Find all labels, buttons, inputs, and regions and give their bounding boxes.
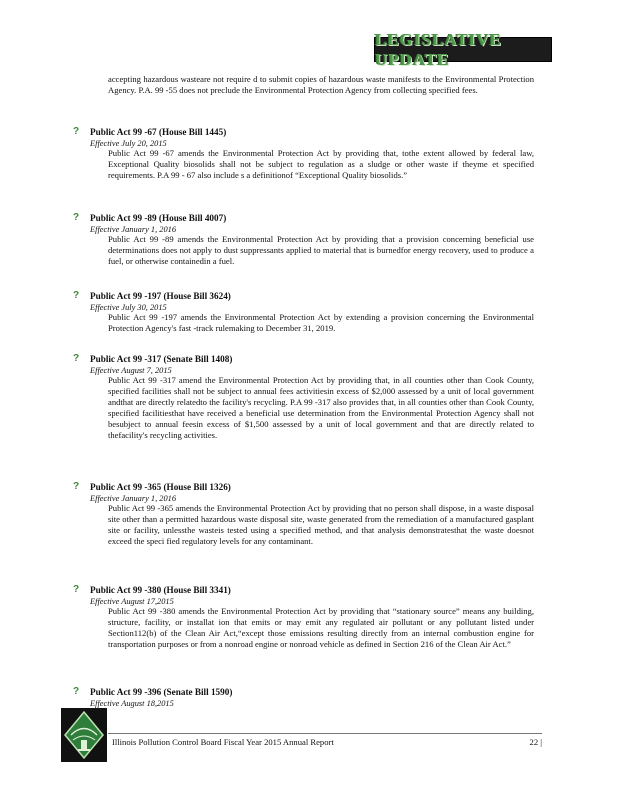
bill-title: Public Act 99 -396 (Senate Bill 1590) [90,687,233,697]
intro-paragraph: accepting hazardous wasteare not require d to submit copies of hazardous waste manifests to the Environmental Protection Agency. P.A. 99 -55 does not preclude the Environmental Protection Agency from collecting specified fees. [108,74,534,95]
question-mark-bullet-icon: ? [73,126,80,137]
bill-effective-date: Effective August 18,2015 [90,699,174,708]
bill-effective-date: Effective January 1, 2016 [90,494,177,503]
bill-title: Public Act 99 -89 (House Bill 4007) [90,213,227,223]
bill-title: Public Act 99 -197 (House Bill 3624) [90,291,231,301]
bill-description: Public Act 99 -89 amends the Environmental Protection Act by providing that a provision concerning beneficial use determinations does not apply to dust suppressants applied to material that is burnedfor energy recovery, used to produce a fuel, or otherwise containedin a fuel. [108,234,534,266]
question-mark-bullet-icon: ? [73,290,80,301]
bill-effective-date: Effective August 7, 2015 [90,366,172,375]
bill-description: Public Act 99 -365 amends the Environmental Protection Act by providing that no person shall dispose, in a waste disposal site other than a permitted hazardous waste disposal site, waste generated from the remediation of a manufactured gasplant site or facility, unlessthe wasteis tested using a specified method, and that analysis demonstratesthat the waste doesnot exceed the speci fied regulatory levels for any contaminant. [108,503,534,546]
bill-description: Public Act 99 -380 amends the Environmental Protection Act by providing that “stationary source” means any building, structure, facility, or installat ion that emits or may emit any regulated air pollutant or any pollutant listed under Section112(b) of the Clean Air Act,“except those emissions resulting directly from an internal combustion engine for transportation purposes or from a nonroad engine or nonroad vehicle as defined in Section 216 of the Clean Air Act.” [108,606,534,649]
question-mark-bullet-icon: ? [73,686,80,697]
bill-effective-date: Effective July 30, 2015 [90,303,167,312]
footer-divider [108,733,542,734]
question-mark-bullet-icon: ? [73,212,80,223]
bill-title: Public Act 99 -317 (Senate Bill 1408) [90,354,233,364]
bill-effective-date: Effective August 17,2015 [90,597,174,606]
footer-page-number: 22 | [529,737,542,747]
illinois-board-logo-icon [61,708,107,762]
bill-description: Public Act 99 -317 amend the Environmental Protection Act by providing that, in all counties other than Cook County, specified facilities shall not be subject to annual fees activitiesin excess of $2,000 assessed by a unit of local government andthat are directly relatedto the facility's recycling. P.A 99 -317 also provides that, in all counties other than Cook County, specified facilitiesthat have received a beneficial use determination from the Environmental Protection Agency shall not besubject to annual feesin excess of $1,500 assessed by a unit of local government and that are directly related to thefacility's recycling activities. [108,375,534,440]
bill-description: Public Act 99 -197 amends the Environmental Protection Act by extending a provision concerning the Environmental Protection Agency's fast -track rulemaking to December 31, 2019. [108,312,534,333]
footer-report-title: Illinois Pollution Control Board Fiscal Year 2015 Annual Report [112,737,334,747]
legislative-update-banner: LEGISLATIVE UPDATE [374,37,552,62]
footer [112,736,542,748]
bill-effective-date: Effective January 1, 2016 [90,225,177,234]
question-mark-bullet-icon: ? [73,481,80,492]
bill-title: Public Act 99 -380 (House Bill 3341) [90,585,231,595]
bill-title: Public Act 99 -67 (House Bill 1445) [90,127,227,137]
bill-effective-date: Effective July 20, 2015 [90,139,167,148]
bill-description: Public Act 99 -67 amends the Environmental Protection Act by providing that, tothe extent allowed by federal law, Exceptional Quality biosolids shall not be subject to regulation as a sludge or other waste if theyme et specified requirements. P.A 99 - 67 also include s a definitionof “Exceptional Quality biosolids.” [108,148,534,180]
question-mark-bullet-icon: ? [73,353,80,364]
bill-title: Public Act 99 -365 (House Bill 1326) [90,482,231,492]
question-mark-bullet-icon: ? [73,584,80,595]
